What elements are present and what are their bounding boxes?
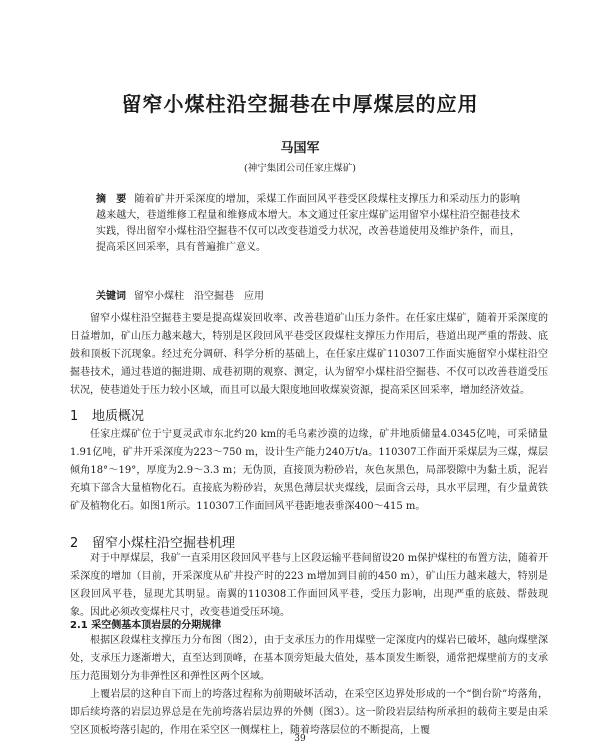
section-1-heading: [70, 405, 144, 424]
section-2-heading: [70, 532, 235, 551]
section-2-number: 2: [70, 536, 79, 551]
section-1-title: 地质概况: [92, 409, 145, 424]
abstract: [96, 192, 520, 256]
page-number: 39: [294, 734, 306, 744]
paper-title: 留窄小煤柱沿空掘巷在中厚煤层的应用: [121, 92, 479, 116]
keywords-text: 留窄小煤柱 沿空掘巷 应用: [134, 291, 264, 302]
subsection-2-1-title: 采空侧基本顶岩层的分期规律: [91, 620, 222, 631]
section-2-title: 留窄小煤柱沿空掘巷机理: [92, 536, 236, 551]
abstract-label: 摘 要: [96, 194, 127, 205]
author-name: 马国军: [280, 141, 320, 156]
keywords-label: 关键词: [96, 291, 126, 302]
author-affiliation: (神宁集团公司任家庄煤矿): [244, 163, 356, 174]
keywords: [96, 290, 520, 304]
subsection-2-1-number: 2.1: [70, 620, 88, 631]
subsection-2-1-paragraph-2: 上覆岩层的这种自下而上的垮落过程称为前期破坏活动，在采空区边界处形成的一个“倒台阶”垮落角，即后续垮落的岩层边界总是在先前垮落岩层边界的外侧（图3）。这一阶段岩层结构所承担的载荷主要是由采空区顶板垮落引起的，作用在采空区一侧煤柱上，随着垮落层位的不断提高，上覆: [70, 689, 548, 736]
subsection-2-1-heading: [70, 616, 221, 631]
section-1-paragraph: 任家庄煤矿位于宁夏灵武市东北约20 km的毛乌素沙漠的边缘，矿井地质储量4.0345亿吨，可采储量1.91亿吨，矿井开采深度为223～750 m，设计生产能力240万t/a。110307工作面开采煤层为三煤，煤层倾角18°～19°，厚度为2.9～3.3 m；无伪顶，直接顶为粉砂岩，灰色灰黑色，局部裂隙中为黏土质，泥岩充填下部含大量植物化石。直接底为粉砂岩，灰黑色薄层状夹煤线，层面含云母，具水平层理，有少量黄铁矿及植物化石。如图1所示。110307工作面回风平巷距地表垂深400～415 m。: [70, 429, 548, 512]
subsection-2-1-paragraph-1: 根据区段煤柱支撑压力分布图（图2），由于支承压力的作用煤壁一定深度内的煤岩已破坏，越向煤壁深处，支承压力逐渐增大，直至达到顶峰，在基本顶旁矩最大值处，基本顶发生断裂，通常把煤壁前方的支承压力范围划分为非弹性区和弹性区两个区域。: [70, 635, 548, 682]
section-2-paragraph: 对于中厚煤层，我矿一直采用区段回风平巷与上区段运输平巷间留设20 m保护煤柱的布置方法，随着开采深度的增加（目前，开采深度从矿井投产时的223 m增加到目前的450 m），矿山压力越来越大，特别是区段回风平巷，显现尤其明显。南翼的110308工作面回风平巷，受压力影响，出现严重的底鼓、帮鼓现象。因此必须改变煤柱尺寸，改变巷道受压环境。: [70, 553, 548, 618]
intro-paragraph: 留窄小煤柱沿空掘巷主要是提高煤炭回收率、改善巷道矿山压力条件。在任家庄煤矿，随着开采深度的日益增加，矿山压力越来越大，特别是区段回风平巷受区段煤柱支撑压力作用后，巷道出现严重的帮鼓、底鼓和顶板下沉现象。经过充分调研、科学分析的基础上，在任家庄煤矿110307工作面实施留窄小煤柱沿空掘巷技术，通过巷道的掘进期、成巷初期的观察、测定，认为留窄小煤柱沿空掘巷、不仅可以改善巷道受压状况，使巷道处于压力较小区域，而且可以最大限度地回收煤炭资源，提高采区回采率，增加经济效益。: [70, 313, 548, 396]
section-1-number: 1: [70, 409, 79, 424]
abstract-text: 随着矿井开采深度的增加，采煤工作面回风平巷受区段煤柱支撑压力和采动压力的影响越来越大，巷道维修工程量和维修成本增大。本文通过任家庄煤矿运用留窄小煤柱沿空掘巷技术实践，得出留窄小煤柱沿空掘巷不仅可以改变巷道受力状况，改善巷道使用及维护条件，而且，提高采区回采率，具有普遍推广意义。: [96, 194, 521, 253]
